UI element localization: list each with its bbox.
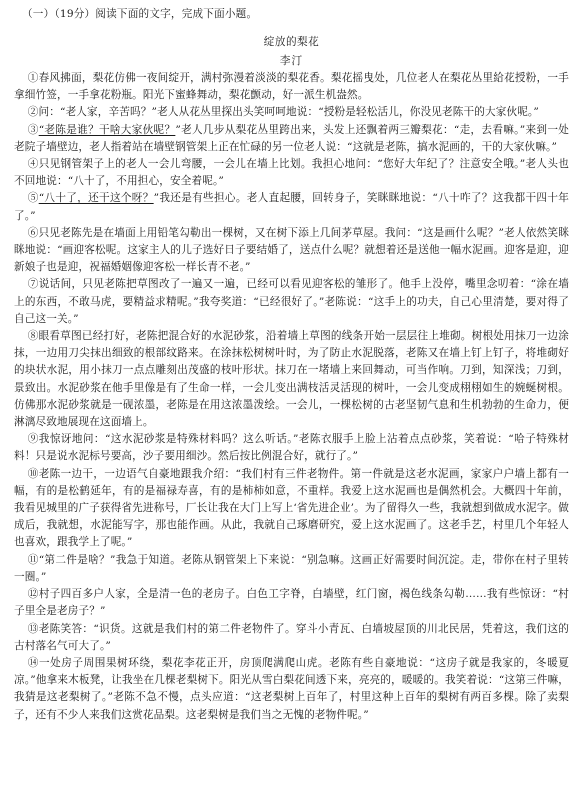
paragraph-14 [14,655,569,724]
paragraph-number: ⑩ [27,467,39,480]
paragraph-number: ⑦ [27,278,39,291]
article-body [14,70,569,724]
paragraph-11 [14,552,569,586]
paragraph-text: 只见钢管架子上的老人一会儿弯腰，一会儿在墙上比划。我担心地问：“您好大年纪了？注意安全哦。”老人头也不回地说：“八十了，不用担心，安全着呢。” [14,158,570,188]
article-title: 绽放的梨花 [263,36,320,48]
underlined-quote: “老陈是谁？干啥大家伙呢？ [38,123,176,136]
paragraph-text: 只见老陈先是在墙面上用铅笔勾勒出一棵树，又在树下添上几间茅草屋。我问：“这是画什么呢？”老人依然笑眯眯地说：“画迎客松呢。这家主人的儿子选好日子要结婚了，送点什么呢？就想着还是送他一幅水泥画。迎客是迎，迎新娘子也是迎，祝福婚姻像迎客松一样长青不老。” [14,226,570,274]
paragraph-number: ③ [27,123,39,136]
paragraph-3 [14,122,569,156]
underlined-quote: “八十了，还干这个呀？ [38,192,154,205]
paragraph-text: 我惊讶地问：“这水泥砂浆是特殊材料吗？这么听话。”老陈衣服手上脸上沾着点点砂浆，笑着说：“哈子特殊材料！只是说水泥标号要高，沙子要用细沙。然后按比例混合好，就行了。” [14,433,569,463]
paragraph-13 [14,621,569,655]
paragraph-7 [14,276,569,328]
paragraph-5 [14,190,569,224]
paragraph-number: ① [27,72,39,84]
paragraph-text: “第二件是啥？”我急于知道。老陈从钢管架上下来说：“别急嘛。这画正好需要时间沉淀。走，带你在村子里转一圈。” [14,553,569,583]
paragraph-1 [14,70,569,104]
paragraph-2 [14,104,569,121]
paragraph-number: ⑫ [27,588,39,601]
paragraph-8 [14,328,569,431]
paragraph-6 [14,225,569,277]
paragraph-text: 村子四百多户人家，全是清一色的老房子。白色工字脊，白墙壁，红门窗，褐色线条勾勒……我有些惊讶：“村子里全是老房子？” [14,588,569,618]
paragraph-number: ⑤ [27,192,39,205]
article-author: 李汀 [279,55,304,67]
paragraph-text: 问：“老人家，辛苦吗？”老人从花丛里探出头笑呵呵地说：“授粉是轻松活儿，你没见老陈干的大家伙呢。” [38,106,539,119]
paragraph-text: 眼看草图已经打好，老陈把混合好的水泥砂浆，沿着墙上草图的线条开始一层层往上堆砌。树根处用抹刀一边涂抹，一边用刀尖抹出细致的根部纹路来。在涂抹松树树叶时，为了防止水泥脱落，老陈又在墙上钉上钉子，将堆砌好的块状水泥，用小抹刀一点点雕刻出茂盛的枝叶形状。抹刀在一堵墙上来回舞动，可当作响。刀到，知深浅；刀到，景致出。水泥砂浆在他手里像是有了生命一样，一会儿变出满枝活灵活现的树叶，一会儿变成栩栩如生的婉蜒树根。仿佛那水泥砂浆就是一砚浓墨，老陈是在用这浓墨泼绘。一会儿，一棵松树的古老坚韧气息和生机勃勃的生命力，便淋漓尽致地展现在这面墙上。 [14,330,569,429]
paragraph-text: ”我还是有些担心。老人直起腰，回转身子，笑眯眯地说：“八十咋了？这我都干四十年了。” [14,192,569,222]
paragraph-9 [14,431,569,465]
paragraph-number: ⑭ [27,656,39,669]
paragraph-text: 一处房子周围果树环绕，梨花李花正开，房顶爬满爬山虎。老陈有些自豪地说：“这房子就是我家的，冬暖夏凉。”他拿来木板凳，让我坐在几棵老梨树下。阳光从雪白梨花间透下来，亮亮的，暖暖的。我笑着说：“这第三件嘛，我猜是这老梨树了。”老陈不急不慢，点头应道：“这老梨树上百年了，村里这种上百年的梨树有两百多棵。除了卖梨子，还有不少人来我们这赏花品梨。这老梨树是我们当之无愧的老物件呢。” [14,656,569,721]
paragraph-number: ⑬ [27,622,39,635]
paragraph-4 [14,156,569,190]
paragraph-text: 说话间，只见老陈把草图改了一遍又一遍，已经可以看见迎客松的雏形了。他手上没停，嘴里念叨着：“涂在墙上的东西，不敢马虎，要精益求精呢。”我夸奖道：“已经很好了。”老陈说：“这手上的功夫，自己心里清楚，要对得了自己这一关。” [14,278,569,325]
paragraph-number: ⑨ [27,433,39,446]
paragraph-number: ④ [27,158,39,171]
paragraph-number: ⑥ [27,226,39,239]
paragraph-12 [14,586,569,620]
paragraph-text: 老陈笑答：“识货。这就是我们村的第二件老物件了。穿斗小青瓦、白墙坡屋顶的川北民居，凭着这，我们这的古村落名气可大了。” [14,622,569,652]
paragraph-number: ⑪ [27,553,39,566]
paragraph-number: ⑧ [27,330,39,343]
paragraph-text: 春风拂面，梨花仿佛一夜间绽开，满村弥漫着淡淡的梨花香。梨花摇曳处，几位老人在梨花丛里給花授粉，一手拿细竹签，一手拿花粉瓶。阳光下蜜蜂舞动，梨花颤动，好一派生机盎然。 [14,72,569,102]
paragraph-text: 老陈一边干，一边语气自豪地跟我介绍：“我们村有三件老物件。第一件就是这老水泥画，家家户户墙上都有一幅，有的是松鹤延年，有的是福禄寿喜，有的是柿柿如意，不重样。我爱上这水泥画也是偶然机会。大概四十年前，我看见城里的广子获得省先进称号，厂长让我在大门上写上‘省先进企业’。为了留得久一些，我就想到做成水泥字。做成后，我就想，水泥能写字，那也能作画。从此，我就自己琢磨研究，爱上这水泥画了。这老手艺，村里几个年轻人也喜欢，跟我学上了呢。” [14,467,569,549]
section-heading: （一）（19分）阅读下面的文字，完成下面小题。 [22,8,258,20]
paragraph-text: ”老人几步从梨花丛里跨出来，头发上还飘着两三瓣梨花：“走，去看嘛。”来到一处老院子墙壁边，老人指着站在墙壁钢管架上正在忙碌的另一位老人说：“这就是老陈，搞水泥画的，干的大家伙嘛。” [14,123,569,153]
paragraph-10 [14,466,569,552]
paragraph-number: ② [27,106,39,119]
